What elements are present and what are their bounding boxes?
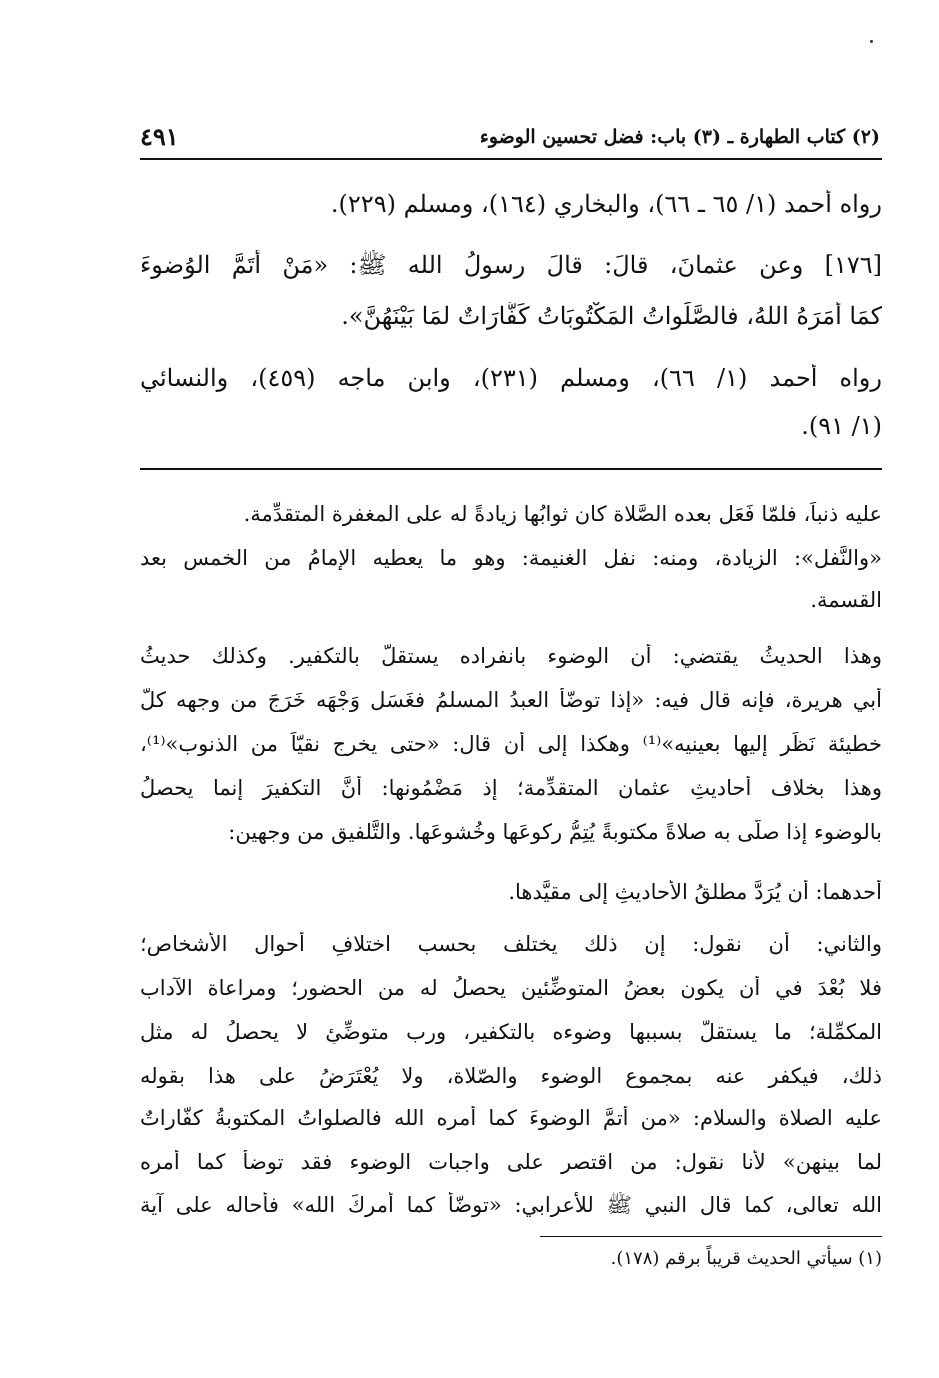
commentary-line: أبي هريرة، فإنه قال فيه: «إذا توضّأ العبدُ المسلمُ فغَسَل وَجْهَه خَرَجَ من وجهه كلُّ	[140, 688, 882, 712]
footnote-rule	[540, 1236, 882, 1237]
commentary-line: وهذا بخلاف أحاديثِ عثمان المتقدِّمة؛ إذ مَضْمُونها: أنَّ التكفيرَ إنما يحصلُ	[140, 776, 882, 800]
commentary-line: فلا بُعْدَ في أن يكون بعضُ المتوضِّئين يحصلُ له من الحضور؛ ومراعاة الآداب	[140, 976, 882, 1000]
header-rule	[140, 158, 882, 160]
commentary-line: لما بينهن» لأنا نقول: من اقتصر على واجبات الوضوء فقد توضأ كما أمره	[140, 1150, 882, 1174]
hadith-line: رواه أحمد (١/ ٦٦)، ومسلم (٢٣١)، وابن ماجه (٤٥٩)، والنسائي	[140, 364, 882, 392]
hadith-line: [١٧٦] وعن عثمانَ، قالَ: قالَ رسولُ الله ﷺ: «مَنْ أَتَمَّ الوُضوءَ	[140, 251, 882, 279]
hadith-line: كمَا أَمَرَهُ اللهُ، فالصَّلَواتُ المَكْتُوبَاتُ كَفَّارَاتٌ لمَا بَيْنَهُنَّ».	[341, 302, 882, 330]
commentary-line: وهذا الحديثُ يقتضي: أن الوضوء بانفراده يستقلّ بالتكفير. وكذلك حديثُ	[140, 644, 882, 668]
commentary-line: عليه ذنباً، فلمّا فَعَل بعده الصَّلاة كان ثوابُها زيادةً له على المغفرة المتقدِّمة.	[243, 502, 882, 526]
hadith-line: رواه أحمد (١/ ٦٥ ـ ٦٦)، والبخاري (١٦٤)، ومسلم (٢٢٩).	[330, 190, 882, 218]
commentary-line: أحدهما: أن يُرَدَّ مطلقُ الأحاديثِ إلى مقيَّدها.	[508, 880, 882, 904]
footnote: (١) سيأتي الحديث قريباً برقم (١٧٨).	[610, 1248, 882, 1269]
page-header	[140, 122, 880, 156]
commentary-line: والثاني: أن نقول: إن ذلك يختلف بحسب اختلافِ أحوالِ الأشخاص؛	[140, 932, 882, 956]
commentary-line: القسمة.	[810, 588, 882, 612]
commentary-line: ذلك، فيكفر عنه بمجموع الوضوء والصّلاة، ولا يُعْتَرَضُ على هذا بقوله	[140, 1064, 882, 1088]
commentary-line: خطيئة نَظَر إليها بعينيه»⁽¹⁾ وهكذا إلى أن قال: «حتى يخرج نقيّاً من الذنوب»⁽¹⁾،	[140, 732, 882, 756]
commentary-line: المكمِّلة؛ ما يستقلُّ بسببها وضوءه بالتكفير، ورب متوضِّئٍ لا يحصلُ له مثل	[140, 1020, 882, 1044]
commentary-line: عليه الصلاة والسلام: «من أتمَّ الوضوءَ كما أمره الله فالصلواتُ المكتوبةُ كفّاراتٌ	[140, 1106, 882, 1130]
page-number: ٤٩١	[140, 122, 179, 151]
commentary-line: بالوضوء إذا صلّى به صلاةً مكتوبةً يُتِمُّ ركوعَها وخُشوعَها. والتَّلفيق من وجهين:	[228, 820, 882, 844]
hadith-line: (١/ ٩١).	[801, 412, 882, 440]
commentary-line: الله تعالى، كما قال النبي ﷺ للأعرابي: «توضّأ كما أمركَ الله» فأحاله على آية	[140, 1193, 882, 1217]
commentary-separator	[140, 468, 882, 470]
scan-speck	[870, 40, 873, 43]
commentary-line: «والنَّفل»: الزيادة، ومنه: نفل الغنيمة: وهو ما يعطيه الإمامُ من الخمس بعد	[140, 546, 882, 570]
running-title: (٢) كتاب الطهارة ـ (٣) باب: فضل تحسين الوضوء	[479, 126, 880, 148]
